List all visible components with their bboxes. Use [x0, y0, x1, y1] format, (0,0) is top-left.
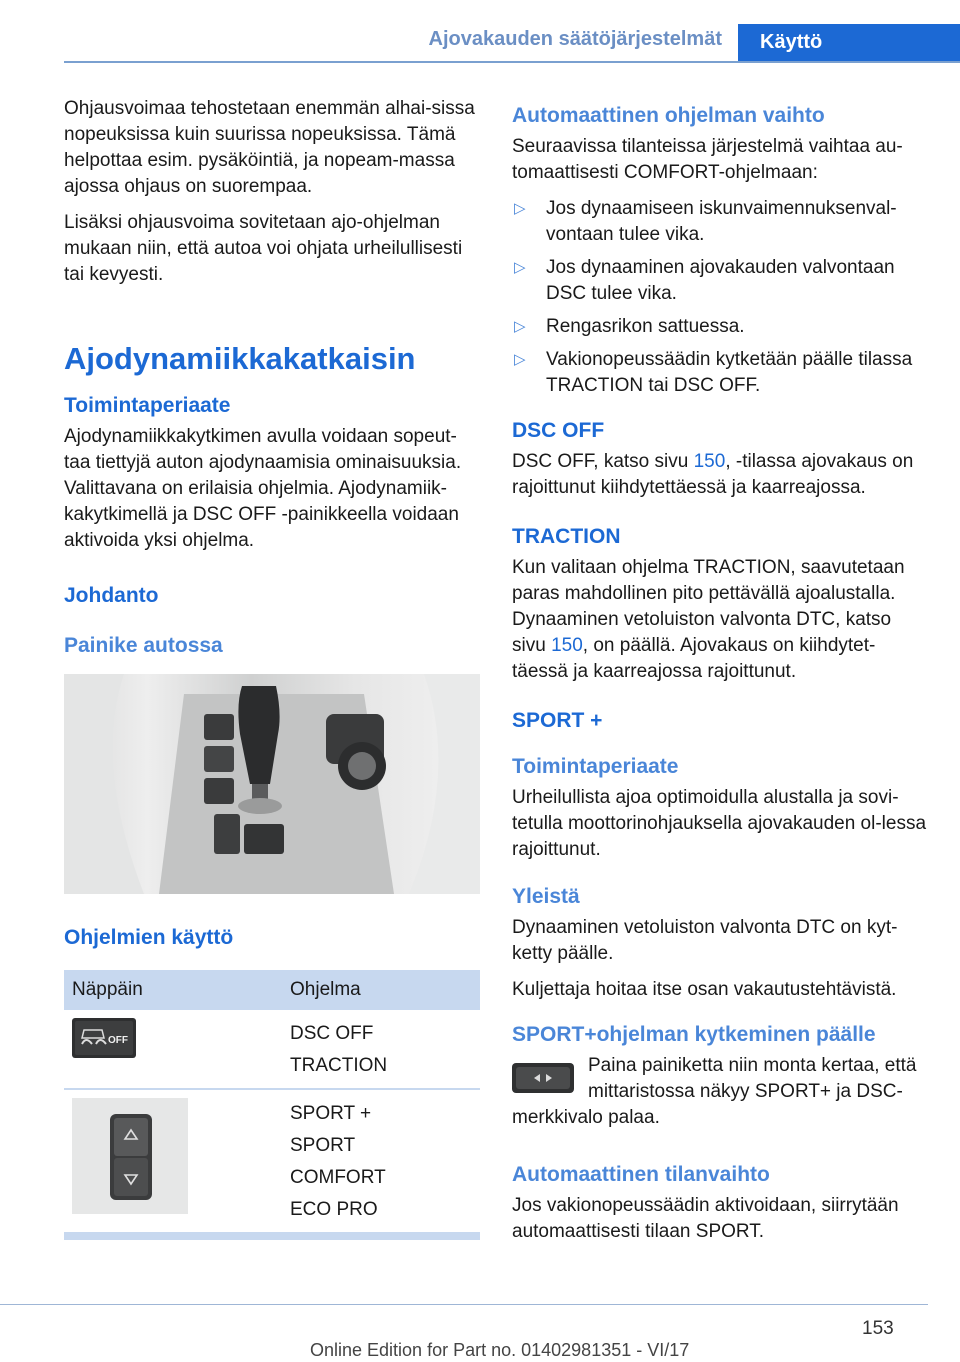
traction-heading: TRACTION [512, 525, 621, 548]
main-heading: Ajodynamiikkakatkaisin [64, 341, 416, 376]
principle-paragraph: Ajodynamiikkakytkimen avulla voidaan sopeut-taa tiettyjä auton ajodynaamisia ominaisuuksia. Valittavana on erilaisia ohjelmia. Ajodynamiik-kakytkimellä ja DSC OFF -painikkeella voidaan aktivoida yksi ohjelma. [64, 426, 462, 551]
list-item: ▷ Rengasrikon sattuessa. [512, 314, 928, 340]
driving-dynamics-switch-icon [72, 1098, 188, 1214]
auto-change-list [512, 196, 928, 399]
table-end-bar [64, 1234, 480, 1240]
program-eco-pro: ECO PRO [290, 1199, 378, 1220]
program-traction: TRACTION [290, 1055, 388, 1076]
left-column [64, 96, 480, 1240]
dsc-off-button-icon [72, 1018, 136, 1058]
program-comfort: COMFORT [290, 1167, 386, 1188]
program-sport-plus: SPORT + [290, 1103, 372, 1124]
footer-rule [0, 1304, 928, 1305]
principle-heading: Toimintaperiaate [64, 394, 231, 417]
header-tab: Käyttö [738, 24, 960, 63]
auto-state-change-heading: Automaattinen tilanvaihto [512, 1163, 770, 1186]
console-photo [64, 674, 480, 894]
auto-program-change-paragraph: Seuraavissa tilanteissa järjestelmä vaihtaa au-tomaattisesti COMFORT-ohjelmaan: [512, 136, 903, 183]
general-heading: Yleistä [512, 885, 580, 908]
table-row [64, 1089, 480, 1233]
dsc-off-paragraph: DSC OFF, katso sivu 150, -tilassa ajovakaus on rajoittunut kiihdytettäessä ja kaarreajossa. [512, 451, 914, 498]
intro-paragraph-1: Ohjausvoimaa tehostetaan enemmän alhai-sissa nopeuksissa kuin suurissa nopeuksissa. Tämä helpottaa esim. pysäköintiä, ja nopeam-massa ajossa ohjaus on suorempaa. [64, 98, 475, 197]
triangle-bullet-icon: ▷ [514, 259, 526, 276]
triangle-bullet-icon: ▷ [514, 351, 526, 368]
general-paragraph-1: Dynaaminen vetoluiston valvonta DTC on kyt-ketty päälle. [512, 917, 898, 964]
button-in-car-heading: Painike autossa [64, 634, 223, 657]
list-item: ▷ Vakionopeussäädin kytketään päälle tilassa TRACTION tai DSC OFF. [514, 349, 913, 396]
header-section-title: Ajovakauden säätöjärjestelmät [428, 28, 722, 50]
page-link-150[interactable]: 150 [551, 635, 583, 656]
program-usage-heading: Ohjelmien käyttö [64, 926, 234, 949]
table-header-key: Näppäin [64, 970, 282, 1010]
dsc-off-label: OFF [108, 1035, 128, 1046]
triangle-bullet-icon: ▷ [514, 200, 526, 217]
console-illustration [64, 674, 480, 894]
list-item: ▷ Jos dynaamiseen iskunvaimennuksenval-vontaan tulee vika. [514, 198, 897, 245]
general-paragraph-2: Kuljettaja hoitaa itse osan vakautustehtävistä. [512, 979, 897, 1000]
sport-principle-heading: Toimintaperiaate [512, 755, 679, 778]
dsc-off-heading: DSC OFF [512, 419, 605, 442]
page-number: 153 [862, 1318, 894, 1339]
page-link-150[interactable]: 150 [693, 451, 726, 472]
edition-note: Online Edition for Part no. 01402981351 - VI/17 [310, 1340, 690, 1360]
traction-paragraph: Kun valitaan ohjelma TRACTION, saavutetaan paras mahdollinen pito pettävällä ajoalustalla. Dynaaminen vetoluiston valvonta DTC, katso sivu 150, on päällä. Ajovakaus on kiihdytet-täessä ja kaarreajossa rajoittunut. [512, 557, 905, 682]
auto-program-change-heading: Automaattinen ohjelman vaihto [512, 104, 825, 127]
activate-sport-plus-heading: SPORT+ohjelman kytkeminen päälle [512, 1023, 876, 1046]
program-table [64, 970, 480, 1234]
auto-state-change-paragraph: Jos vakionopeussäädin aktivoidaan, siirrytään automaattisesti tilaan SPORT. [512, 1195, 899, 1242]
program-dsc-off: DSC OFF [290, 1023, 374, 1044]
sport-switch-button-icon [512, 1061, 574, 1095]
sport-principle-paragraph: Urheilullista ajoa optimoidulla alustalla ja sovi-tetulla moottorinohjauksella ajovakauden ol-lessa rajoittunut. [512, 787, 927, 860]
header-rule [64, 61, 960, 63]
intro-paragraph-2: Lisäksi ohjausvoima sovitetaan ajo-ohjelman mukaan niin, että autoa voi ohjata urheilullisesti tai kevyesti. [64, 212, 463, 285]
intro-heading: Johdanto [64, 584, 159, 607]
table-row [64, 1010, 480, 1089]
program-sport: SPORT [290, 1135, 356, 1156]
table-header-program: Ohjelma [282, 970, 480, 1010]
list-item: ▷ Jos dynaaminen ajovakauden valvontaan DSC tulee vika. [514, 257, 895, 304]
triangle-bullet-icon: ▷ [514, 318, 526, 335]
activate-paragraph: Paina painiketta niin monta kertaa, että mittaristossa näkyy SPORT+ ja DSC-merkkivalo palaa. [512, 1055, 917, 1128]
sport-plus-heading: SPORT + [512, 709, 603, 732]
right-column [512, 96, 928, 1255]
